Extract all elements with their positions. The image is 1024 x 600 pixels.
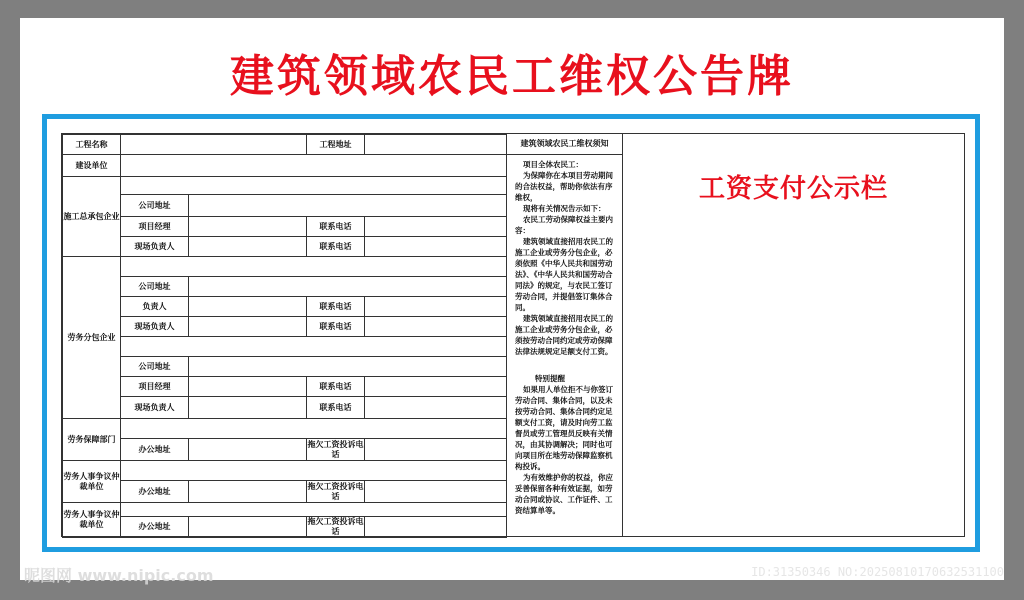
notice-paragraph: 农民工劳动保障权益主要内容： [515, 215, 613, 235]
value-site-leader [189, 317, 307, 337]
value-arbitration-unit [121, 461, 507, 481]
label-project-manager: 项目经理 [121, 377, 189, 397]
board-content [61, 133, 965, 537]
value-contact-phone [365, 237, 507, 257]
value-contact-phone [365, 297, 507, 317]
value-labor-subcontractor [121, 257, 507, 277]
notice-paragraph: 如果用人单位拒不与你签订劳动合同、集体合同，以及未按劳动合同、集体合同约定足额支付工资，请及时向劳工监督员或劳工管理员反映有关情况，由其协调解决；同时也可向项目所在地劳动保障监察机构投诉。 [515, 385, 613, 471]
label-leader: 负责人 [121, 297, 189, 317]
label-contact-phone: 联系电话 [307, 297, 365, 317]
value-office-address [189, 517, 307, 538]
notice-board [20, 18, 1004, 580]
value-company-address [189, 357, 507, 377]
wage-payment-panel [623, 134, 964, 536]
label-arbitration-unit: 劳务人事争议仲裁单位 [63, 503, 121, 538]
notice-body [507, 155, 622, 516]
label-project-address: 工程地址 [307, 135, 365, 155]
label-contact-phone: 联系电话 [307, 317, 365, 337]
value-contact-phone [365, 397, 507, 419]
label-site-leader: 现场负责人 [121, 397, 189, 419]
value-project-address [365, 135, 507, 155]
label-arbitration-unit: 劳务人事争议仲裁单位 [63, 461, 121, 503]
value-general-contractor [121, 177, 507, 195]
project-info-form [62, 134, 507, 538]
label-office-address: 办公地址 [121, 439, 189, 461]
value-project-name [121, 135, 307, 155]
notice-paragraph: 为有效维护你的权益，你应妥善保留各种有效证据，如劳动合同或协议、工作证件、工资结算单等。 [515, 473, 613, 515]
value-site-leader [189, 397, 307, 419]
board-title: 建筑领域农民工维权公告牌 [230, 51, 794, 102]
label-site-leader: 现场负责人 [121, 317, 189, 337]
notice-paragraph: 项目全体农民工： [523, 160, 583, 169]
value-company-address [189, 195, 507, 217]
label-office-address: 办公地址 [121, 481, 189, 503]
notice-paragraph: 建筑领域直接招用农民工的施工企业或劳务分包企业，必须按劳动合同约定或劳动保障法律法规规定足额支付工资。 [515, 314, 613, 356]
label-site-leader: 现场负责人 [121, 237, 189, 257]
label-builder: 建设单位 [63, 155, 121, 177]
value-arbitration-unit [121, 503, 507, 517]
special-reminder-heading: 特别提醒 [535, 374, 565, 383]
watermark-logo: 昵图网 www.nipic.com [24, 566, 214, 585]
value-office-address [189, 481, 307, 503]
label-office-address: 办公地址 [121, 517, 189, 538]
value-wage-complaint-phone [365, 439, 507, 461]
value-contact-phone [365, 217, 507, 237]
value-builder [121, 155, 507, 177]
label-project-manager: 项目经理 [121, 217, 189, 237]
value-blank-row [121, 337, 507, 357]
value-company-address [189, 277, 507, 297]
notice-paragraph: 现将有关情况告示如下： [523, 204, 606, 213]
value-labor-dept [121, 419, 507, 439]
notice-paragraph: 建筑领域直接招用农民工的施工企业或劳务分包企业，必须依照《中华人民共和国劳动法》、《中华人民共和国劳动合同法》的规定，与农民工签订劳动合同，并提倡签订集体合同。 [515, 237, 613, 312]
label-contact-phone: 联系电话 [307, 397, 365, 419]
rights-notice [506, 134, 623, 536]
label-labor-dept: 劳务保障部门 [63, 419, 121, 461]
value-leader [189, 297, 307, 317]
label-company-address: 公司地址 [121, 357, 189, 377]
label-wage-complaint-phone: 拖欠工资投诉电话 [307, 439, 364, 459]
value-wage-complaint-phone [365, 481, 507, 503]
value-contact-phone [365, 377, 507, 397]
label-project-name: 工程名称 [63, 135, 121, 155]
label-labor-subcontractor: 劳务分包企业 [63, 257, 121, 419]
watermark-id: ID:31350346 NO:20250810170632531100 [751, 565, 1004, 579]
label-contact-phone: 联系电话 [307, 217, 365, 237]
value-project-manager [189, 377, 307, 397]
label-wage-complaint-phone: 拖欠工资投诉电话 [307, 481, 364, 501]
label-company-address: 公司地址 [121, 277, 189, 297]
label-wage-complaint-phone: 拖欠工资投诉电话 [307, 517, 364, 536]
label-company-address: 公司地址 [121, 195, 189, 217]
blue-frame [42, 114, 980, 552]
value-office-address [189, 439, 307, 461]
label-contact-phone: 联系电话 [307, 377, 365, 397]
notice-title: 建筑领域农民工维权须知 [507, 134, 622, 155]
label-contact-phone: 联系电话 [307, 237, 365, 257]
label-general-contractor: 施工总承包企业 [63, 177, 121, 257]
value-contact-phone [365, 317, 507, 337]
value-wage-complaint-phone [365, 517, 507, 538]
value-site-leader [189, 237, 307, 257]
wage-payment-title: 工资支付公示栏 [698, 174, 888, 204]
notice-paragraph: 为保障你在本项目劳动期间的合法权益，帮助你依法有序维权， [515, 171, 613, 202]
value-project-manager [189, 217, 307, 237]
